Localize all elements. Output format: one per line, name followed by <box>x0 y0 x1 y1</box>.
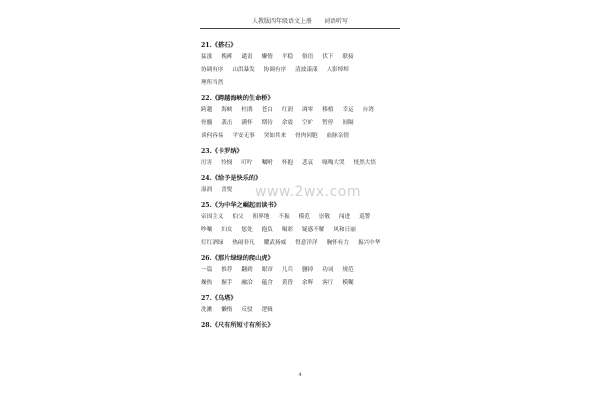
vocab-word: 懒惰 <box>221 307 233 313</box>
vocab-word: 一篇 <box>201 267 213 273</box>
vocab-word: 悲哀 <box>302 160 314 166</box>
word-row <box>201 304 401 317</box>
vocab-word: 血脉亲情 <box>326 133 349 139</box>
vocab-word: 删掉 <box>302 267 314 273</box>
vocab-word: 洗漱 <box>201 307 213 313</box>
vocab-word: 规范 <box>342 267 354 273</box>
word-row <box>201 104 401 117</box>
vocab-word: 幸运 <box>342 107 354 113</box>
vocab-word: 厉害 <box>201 160 213 166</box>
vocab-word: 伏下 <box>322 54 334 60</box>
word-row <box>201 117 401 130</box>
vocab-word: 期待 <box>261 120 273 126</box>
word-row <box>201 64 401 77</box>
vocab-word: 蕴含 <box>261 280 273 286</box>
vocab-word: 湿润 <box>201 187 213 193</box>
vocab-word: 吵嚷 <box>201 227 213 233</box>
vocab-word: 嚎啕大哭 <box>322 160 345 166</box>
vocab-word: 凋零 <box>302 107 314 113</box>
vocab-word: 恍然大悟 <box>353 160 376 166</box>
vocab-word: 妇女 <box>221 227 233 233</box>
section-title: 27.《乌塔》 <box>201 295 237 302</box>
word-row <box>201 51 401 64</box>
vocab-word: 推荐 <box>221 267 233 273</box>
vocab-word: 握手 <box>221 280 233 286</box>
vocab-word: 骨髓 <box>201 120 213 126</box>
vocab-word: 移植 <box>322 107 334 113</box>
header-rule <box>200 28 400 29</box>
section-title: 24.《给予是快乐的》 <box>201 175 262 182</box>
vocab-word: 功词 <box>322 267 334 273</box>
word-row <box>201 224 401 237</box>
vocab-word: 儿兵 <box>281 267 294 273</box>
word-row <box>201 264 401 277</box>
vocab-word: 满怀 <box>241 120 253 126</box>
vocab-word: 袭击 <box>221 120 233 126</box>
vocab-word: 台湾 <box>362 107 374 113</box>
vocab-word: 胸怀有力 <box>326 240 349 246</box>
vocab-word: 联接 <box>342 54 354 60</box>
vocab-word: 山洪暴发 <box>232 67 255 73</box>
vocab-word: 喜悦 <box>221 187 233 193</box>
vocab-word: 杜鹃 <box>241 107 253 113</box>
vocab-word: 嘱咐 <box>261 160 273 166</box>
vocab-word: 跨越 <box>201 107 213 113</box>
vocab-word: 伯父 <box>232 214 244 220</box>
vocab-word: 怀抱 <box>281 160 294 166</box>
vocab-word: 振兴中华 <box>357 240 381 246</box>
vocab-word: 谈何容易 <box>201 133 224 139</box>
vocab-word: 黄昏 <box>281 280 294 286</box>
vocab-word: 协调有序 <box>263 67 287 73</box>
vocab-word: 崇敬 <box>318 214 330 220</box>
vocab-word: 猛涨 <box>201 54 213 60</box>
vocab-word: 热闹非凡 <box>232 240 255 246</box>
vocab-word: 灯红酒绿 <box>201 240 224 246</box>
page-number: 4 <box>298 372 302 378</box>
vocab-word: 清波漾漾 <box>295 67 318 73</box>
vocab-word: 间隔 <box>342 120 354 126</box>
vocab-word: 挽裤 <box>221 54 233 60</box>
word-row <box>201 77 401 90</box>
vocab-word: 余震 <box>281 120 294 126</box>
vocab-word: 懒惰 <box>261 54 273 60</box>
page-header: 人教版四年级语文上册 词语听写 <box>251 18 348 25</box>
vocab-word: 平安无事 <box>232 133 255 139</box>
vocab-word: 骨肉同胞 <box>295 133 318 139</box>
vocab-word: 疑惑不解 <box>302 227 325 233</box>
vocab-word: 逻辑 <box>261 307 273 313</box>
vocab-word: 怜悯 <box>221 160 233 166</box>
vocab-word: 苍白 <box>261 107 273 113</box>
watermark: www.2wx.com <box>255 184 362 200</box>
section-title: 23.《卡罗纳》 <box>201 148 243 155</box>
vocab-word: 闯进 <box>339 214 351 220</box>
vocab-word: 眼帘 <box>261 267 273 273</box>
word-row <box>201 130 401 143</box>
vocab-word: 反驳 <box>241 307 253 313</box>
vocab-word: 翻到 <box>241 267 253 273</box>
word-list <box>201 37 401 331</box>
vocab-word: 余晖 <box>302 280 314 286</box>
vocab-word: 海峡 <box>221 107 233 113</box>
vocab-word: 得意洋洋 <box>295 240 318 246</box>
vocab-word: 空旷 <box>302 120 314 126</box>
vocab-word: 平稳 <box>281 54 294 60</box>
word-row <box>201 211 401 224</box>
section-title: 28.《尺有所短寸有所长》 <box>201 322 274 329</box>
vocab-word: 俗语 <box>302 54 314 60</box>
vocab-word: 抱负 <box>261 227 273 233</box>
vocab-word: 红润 <box>281 107 294 113</box>
vocab-word: 模范 <box>298 214 310 220</box>
vocab-word: 暂停 <box>322 120 334 126</box>
word-row <box>201 237 401 250</box>
vocab-word: 突如其来 <box>263 133 287 139</box>
vocab-word: 租界地 <box>252 214 270 220</box>
vocab-word: 惩处 <box>241 227 253 233</box>
vocab-word: 喝彩 <box>281 227 294 233</box>
section-title: 25.《为中华之崛起而读书》 <box>201 202 280 209</box>
section-title: 22.《跨越海峡的生命桥》 <box>201 95 274 102</box>
word-row <box>201 277 401 290</box>
vocab-word: 理所当然 <box>201 80 224 86</box>
vocab-word: 耀武扬威 <box>263 240 287 246</box>
section-title: 21.《搭石》 <box>201 42 237 49</box>
section-title: 26.《那片绿绿的爬山虎》 <box>201 255 274 262</box>
vocab-word: 风和日丽 <box>333 227 356 233</box>
vocab-word: 人影绰绰 <box>326 67 349 73</box>
vocab-word: 模糊 <box>342 280 354 286</box>
vocab-word: 叮咛 <box>241 160 253 166</box>
vocab-word: 谴责 <box>241 54 253 60</box>
vocab-word: 巡警 <box>359 214 371 220</box>
vocab-word: 不振 <box>278 214 290 220</box>
word-row <box>201 184 401 197</box>
vocab-word: 燥热 <box>201 280 213 286</box>
vocab-word: 融洽 <box>241 280 253 286</box>
vocab-word: 协调有序 <box>201 67 224 73</box>
vocab-word: 客厅 <box>322 280 334 286</box>
vocab-word: 帝国主义 <box>201 214 224 220</box>
word-row <box>201 157 401 170</box>
